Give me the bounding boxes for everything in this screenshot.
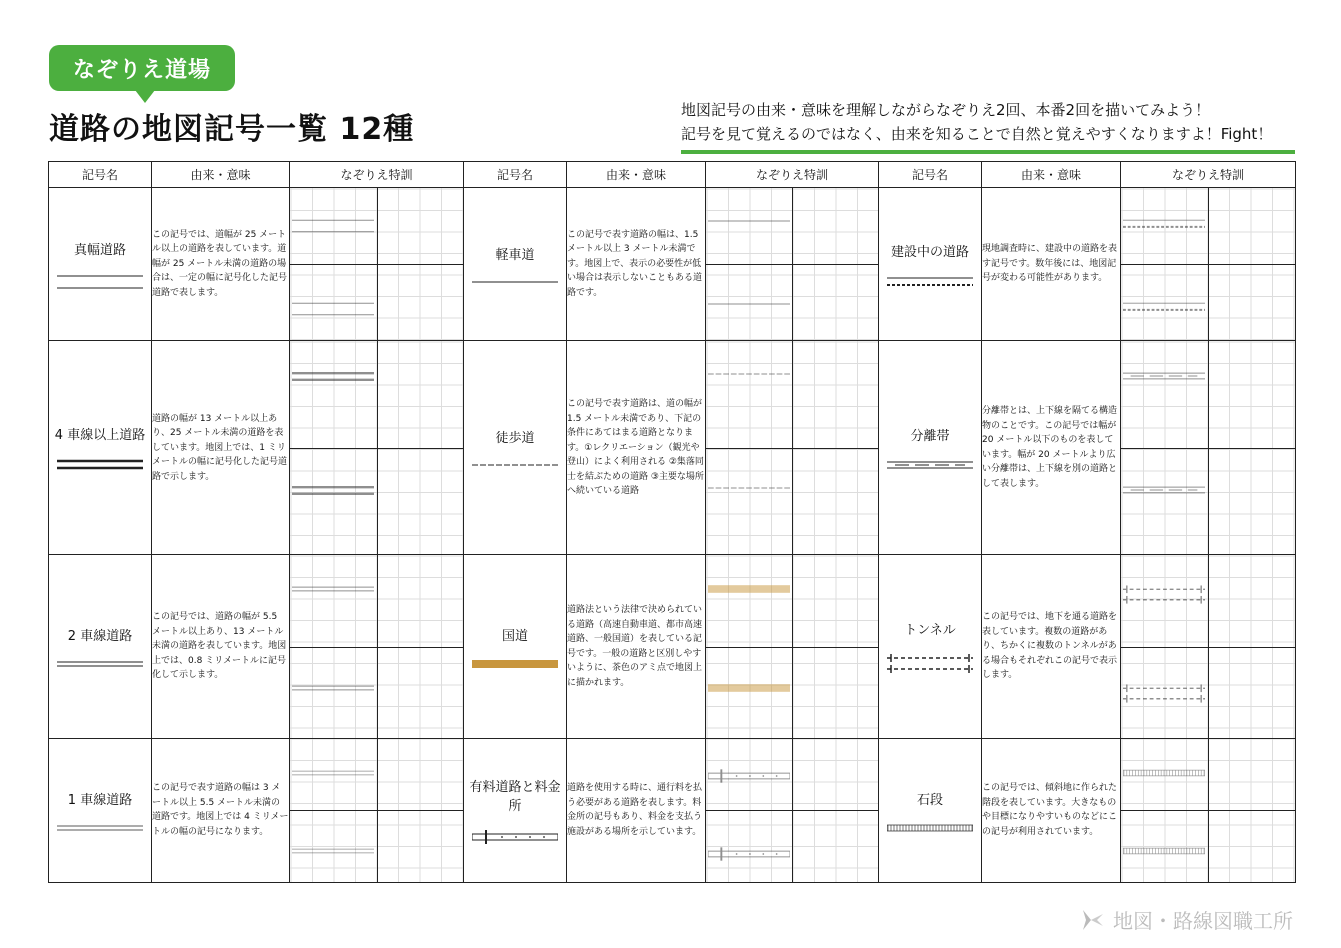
trace-divider-h bbox=[706, 647, 878, 648]
symbol-name-cell bbox=[464, 341, 567, 555]
map-symbol-steps bbox=[1123, 847, 1205, 855]
map-symbol-light bbox=[708, 301, 790, 307]
trace-practice-area[interactable] bbox=[290, 188, 464, 341]
symbol-name-cell bbox=[49, 738, 152, 882]
map-symbol-four bbox=[57, 459, 143, 471]
symbol-name-cell bbox=[49, 341, 152, 555]
logo-text: 地図・路線図職工所 bbox=[1113, 909, 1293, 933]
trace-practice-area[interactable] bbox=[290, 555, 464, 739]
symbol-name: 徒歩道 bbox=[495, 431, 535, 447]
trace-guide bbox=[1123, 218, 1205, 230]
trace-practice-area[interactable] bbox=[1121, 341, 1296, 555]
map-symbol-wide bbox=[57, 274, 143, 290]
symbol-meaning: 道路を使用する時に、通行料を払う必要がある道路を表します。料金所の記号もあり、料金を支払う施設がある場所を示しています。 bbox=[567, 738, 706, 882]
symbol-meaning: この記号で表す道路は、道の幅が 1.5 メートル未満であり、下記の条件にあてはまる道路となります。①レクリエーション（観光や登山）によく利用される ②集落同士を結ぶための道路 ③主要な場所へ続いている道路 bbox=[567, 341, 706, 555]
symbol-name-cell bbox=[879, 341, 982, 555]
map-symbol-tunnel bbox=[1123, 585, 1205, 605]
trace-guide bbox=[1123, 485, 1205, 497]
symbol-meaning: 道路の幅が 13 メートル以上あり、25 メートル未満の道路を表しています。地図上では、1 ミリメートルの幅に記号化した記号道路で示します。 bbox=[152, 341, 290, 555]
symbol-name-cell bbox=[464, 555, 567, 739]
map-symbol-national bbox=[708, 585, 790, 593]
trace-guide bbox=[292, 218, 374, 230]
trace-guide bbox=[1123, 769, 1205, 781]
intro-text bbox=[681, 98, 1295, 154]
symbol-name-cell bbox=[49, 555, 152, 739]
map-symbol-national bbox=[708, 684, 790, 692]
trace-guide bbox=[1123, 585, 1205, 597]
map-symbol-construction bbox=[1123, 301, 1205, 313]
symbol-name: 4 車線以上道路 bbox=[54, 428, 146, 444]
trace-practice-area[interactable] bbox=[1121, 555, 1296, 739]
map-symbol-steps bbox=[1123, 769, 1205, 777]
symbol-name: 軽車道 bbox=[495, 247, 535, 263]
map-symbol-one bbox=[292, 769, 374, 777]
trace-guide bbox=[1123, 684, 1205, 696]
map-symbol-two bbox=[292, 585, 374, 593]
map-symbol-foot bbox=[472, 462, 558, 468]
map-symbol-two bbox=[57, 660, 143, 668]
symbol-table bbox=[48, 161, 1296, 883]
trace-practice-area[interactable] bbox=[706, 188, 879, 341]
trace-guide bbox=[708, 684, 790, 696]
symbol-meaning: 道路法という法律で決められている道路（高速自動車道、都市高速道路、一般国道）を表している記号です。一般の道路と区別しやすいように、茶色のアミ点で地図上に描かれます。 bbox=[567, 555, 706, 739]
symbol-name-cell bbox=[879, 555, 982, 739]
trace-divider-h bbox=[1121, 810, 1295, 811]
symbol-meaning: この記号で表す道路の幅は 3 メートル以上 5.5 メートル未満の道路です。地図上では 4 ミリメートルの幅の記号になります。 bbox=[152, 738, 290, 882]
map-symbol-light bbox=[472, 279, 558, 285]
map-symbol-construction bbox=[1123, 218, 1205, 230]
col-header-name: 記号名 bbox=[464, 162, 567, 188]
symbol-name: 有料道路と料金所 bbox=[469, 780, 561, 815]
symbol-meaning: 現地調査時に、建設中の道路を表す記号です。数年後には、地図記号が変わる可能性があります。 bbox=[982, 188, 1121, 341]
symbol-name: 2 車線道路 bbox=[67, 629, 133, 645]
trace-guide bbox=[708, 301, 790, 313]
trace-guide bbox=[292, 847, 374, 859]
map-symbol-median bbox=[1123, 371, 1205, 381]
map-symbol-toll bbox=[708, 847, 790, 861]
map-symbol-construction bbox=[887, 276, 973, 288]
col-header-trace: なぞりえ特訓 bbox=[1121, 162, 1296, 188]
trace-guide bbox=[292, 301, 374, 313]
symbol-name: 国道 bbox=[501, 629, 528, 645]
trace-practice-area[interactable] bbox=[290, 341, 464, 555]
symbol-name: 真幅道路 bbox=[73, 242, 126, 258]
trace-guide bbox=[292, 485, 374, 497]
symbol-name: トンネル bbox=[904, 623, 956, 639]
trace-divider-h bbox=[706, 264, 878, 265]
map-symbol-one bbox=[292, 847, 374, 855]
trace-practice-area[interactable] bbox=[706, 738, 879, 882]
col-header-meaning: 由来・意味 bbox=[152, 162, 290, 188]
logo-icon bbox=[1077, 906, 1105, 934]
map-symbol-foot bbox=[708, 371, 790, 377]
map-symbol-foot bbox=[708, 485, 790, 491]
trace-divider-h bbox=[1121, 264, 1295, 265]
trace-practice-area[interactable] bbox=[290, 738, 464, 882]
intro-line-2: 記号を見て覚えるのではなく、由来を知ることで自然と覚えやすくなりますよ！Fight！ bbox=[681, 125, 1273, 143]
col-header-meaning: 由来・意味 bbox=[982, 162, 1121, 188]
trace-practice-area[interactable] bbox=[1121, 188, 1296, 341]
symbol-meaning: この記号では、傾斜地に作られた階段を表しています。大きなものや目標になりやすいものなどにこの記号が利用されています。 bbox=[982, 738, 1121, 882]
symbol-name: 石段 bbox=[916, 792, 943, 808]
symbol-name-cell bbox=[464, 738, 567, 882]
table-row bbox=[49, 738, 1296, 882]
map-symbol-national bbox=[472, 660, 558, 668]
col-header-trace: なぞりえ特訓 bbox=[290, 162, 464, 188]
trace-guide bbox=[292, 585, 374, 597]
map-symbol-tunnel bbox=[887, 654, 973, 674]
col-header-meaning: 由来・意味 bbox=[567, 162, 706, 188]
intro-line-1: 地図記号の由来・意味を理解しながらなぞりえ2回、本番2回を描いてみよう！ bbox=[681, 101, 1211, 119]
symbol-name-cell bbox=[464, 188, 567, 341]
symbol-meaning: この記号で表す道路の幅は、1.5 メートル以上 3 メートル未満です。地図上で、表示の必要性が低い場合は表示しないこともある道路です。 bbox=[567, 188, 706, 341]
map-symbol-median bbox=[887, 460, 973, 470]
section-badge: なぞりえ道場 bbox=[49, 45, 235, 91]
trace-divider-h bbox=[290, 264, 463, 265]
trace-guide bbox=[292, 684, 374, 696]
header-row bbox=[49, 162, 1296, 188]
trace-divider-h bbox=[1121, 448, 1295, 449]
symbol-meaning: 分離帯とは、上下線を隔てる構造物のことです。この記号では幅が 20 メートル以下のものを表しています。幅が 20 メートルより広い分離帯は、上下線を別の道路として表します。 bbox=[982, 341, 1121, 555]
symbol-meaning: この記号では、道幅が 25 メートル以上の道路を表しています。道幅が 25 メートル未満の道路の場合は、一定の幅に記号化した記号道路で表します。 bbox=[152, 188, 290, 341]
trace-guide bbox=[1123, 847, 1205, 859]
map-symbol-wide bbox=[292, 301, 374, 317]
trace-guide bbox=[708, 218, 790, 230]
footer-logo bbox=[1077, 905, 1293, 934]
col-header-name: 記号名 bbox=[49, 162, 152, 188]
trace-divider-h bbox=[706, 810, 878, 811]
trace-divider-h bbox=[290, 647, 463, 648]
map-symbol-median bbox=[1123, 485, 1205, 495]
trace-divider-h bbox=[290, 448, 463, 449]
col-header-trace: なぞりえ特訓 bbox=[706, 162, 879, 188]
trace-guide bbox=[708, 847, 790, 859]
col-header-name: 記号名 bbox=[879, 162, 982, 188]
trace-practice-area[interactable] bbox=[706, 341, 879, 555]
trace-guide bbox=[292, 769, 374, 781]
trace-guide bbox=[708, 585, 790, 597]
map-symbol-two bbox=[292, 684, 374, 692]
map-symbol-toll bbox=[708, 769, 790, 783]
table-row bbox=[49, 341, 1296, 555]
page-title: 道路の地図記号一覧 12種 bbox=[49, 112, 415, 147]
map-symbol-toll bbox=[472, 830, 558, 844]
trace-guide bbox=[708, 371, 790, 383]
symbol-name-cell bbox=[879, 738, 982, 882]
map-symbol-light bbox=[708, 218, 790, 224]
symbol-name: 建設中の道路 bbox=[890, 244, 969, 260]
trace-guide bbox=[708, 485, 790, 497]
trace-guide bbox=[1123, 371, 1205, 383]
map-symbol-tunnel bbox=[1123, 684, 1205, 704]
trace-guide bbox=[292, 371, 374, 383]
trace-divider-h bbox=[290, 810, 463, 811]
map-symbol-four bbox=[292, 371, 374, 383]
map-symbol-wide bbox=[292, 218, 374, 234]
map-symbol-one bbox=[57, 824, 143, 832]
trace-guide bbox=[708, 769, 790, 781]
symbol-meaning: この記号では、地下を通る道路を表しています。複数の道路があり、ちかくに複数のトンネルがある場合もそれぞれこの記号で表示します。 bbox=[982, 555, 1121, 739]
trace-divider-h bbox=[706, 448, 878, 449]
trace-divider-h bbox=[1121, 647, 1295, 648]
trace-guide bbox=[1123, 301, 1205, 313]
table-row bbox=[49, 188, 1296, 341]
symbol-name-cell bbox=[49, 188, 152, 341]
symbol-name: 分離帯 bbox=[910, 429, 950, 445]
table-row bbox=[49, 555, 1296, 739]
symbol-name-cell bbox=[879, 188, 982, 341]
symbol-meaning: この記号では、道路の幅が 5.5 メートル以上あり、13 メートル未満の道路を表しています。地図上では、0.8 ミリメートルに記号化して示します。 bbox=[152, 555, 290, 739]
map-symbol-steps bbox=[887, 824, 973, 832]
trace-practice-area[interactable] bbox=[1121, 738, 1296, 882]
symbol-name: 1 車線道路 bbox=[67, 792, 133, 808]
trace-practice-area[interactable] bbox=[706, 555, 879, 739]
map-symbol-four bbox=[292, 485, 374, 497]
